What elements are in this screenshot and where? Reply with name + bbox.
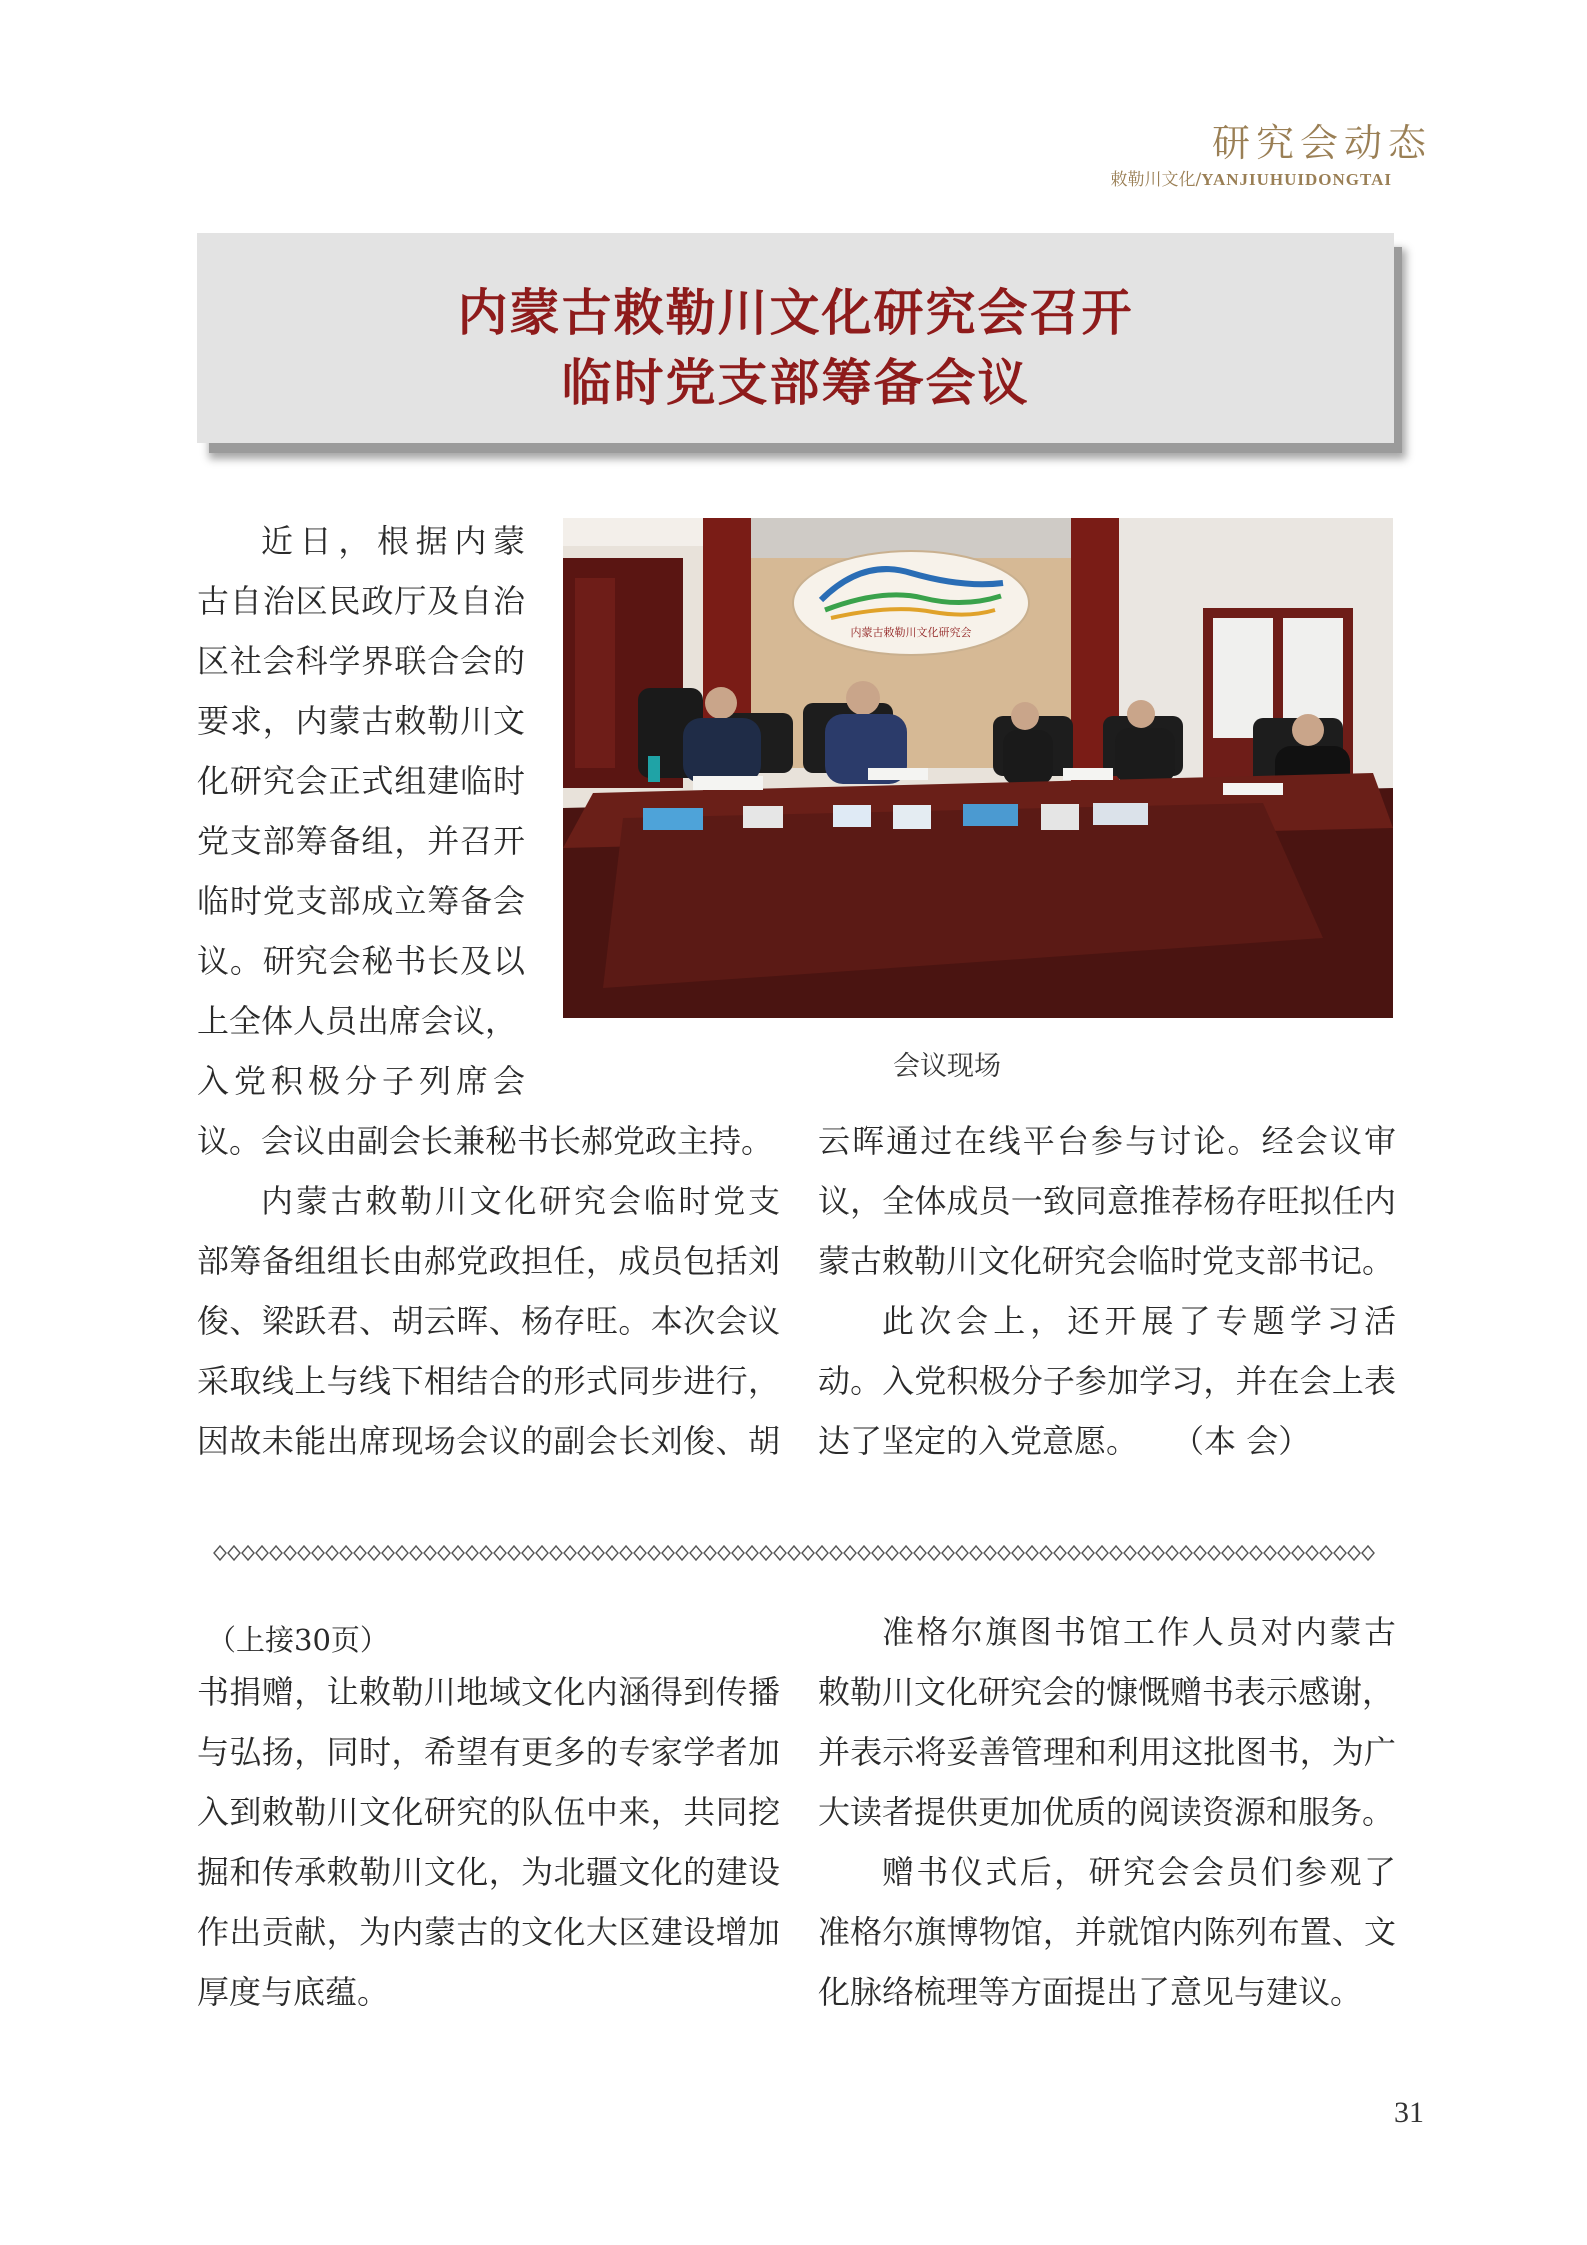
section-subtitle xyxy=(1111,165,1392,190)
author-signature: （本 会） xyxy=(1188,1422,1311,1460)
paragraph-line: 与弘扬，同时，希望有更多的专家学者加 xyxy=(197,1733,780,1771)
article-title-line-2: 临时党支部筹备会议 xyxy=(561,354,1030,412)
paragraph-line: 临时党支部成立筹备会 xyxy=(197,882,525,920)
paragraph-line: 要求，内蒙古敕勒川文 xyxy=(197,702,525,740)
paragraph-line: 书捐赠，让敕勒川地域文化内涵得到传播 xyxy=(197,1673,780,1711)
paragraph-line: 蒙古敕勒川文化研究会临时党支部书记。 xyxy=(818,1242,1395,1280)
paragraph-line: 议。研究会秘书长及以 xyxy=(197,942,525,980)
article-title-line-1: 内蒙古敕勒川文化研究会召开 xyxy=(457,284,1134,342)
paragraph-line: 化脉络梳理等方面提出了意见与建议。 xyxy=(818,1973,1363,2011)
paragraph-line: 古自治区民政厅及自治 xyxy=(197,582,525,620)
subtitle-cn: 敕勒川文化 xyxy=(1110,170,1196,190)
subtitle-separator: / xyxy=(1195,170,1202,190)
paragraph-line: 入党积极分子列席会 xyxy=(197,1062,525,1100)
article-title-box xyxy=(197,233,1394,443)
paragraph-line: 赠书仪式后，研究会会员们参观了 xyxy=(882,1853,1396,1891)
paragraph-line: 部筹备组组长由郝党政担任，成员包括刘 xyxy=(197,1242,780,1280)
paragraph-line: 厚度与底蕴。 xyxy=(197,1973,390,2011)
paragraph-line: 并表示将妥善管理和利用这批图书，为广 xyxy=(818,1733,1396,1771)
paragraph-line: 议。会议由副会长兼秘书长郝党政主持。 xyxy=(197,1122,774,1160)
paragraph-line: 作出贡献，为内蒙古的文化大区建设增加 xyxy=(197,1913,780,1951)
continued-from-label: （上接30页） xyxy=(207,1623,389,1657)
paragraph-line: 准格尔旗图书馆工作人员对内蒙古 xyxy=(882,1613,1396,1651)
paragraph-line xyxy=(818,1411,1310,1471)
paragraph-line: 议，全体成员一致同意推荐杨存旺拟任内 xyxy=(818,1182,1396,1220)
paragraph-line: 敕勒川文化研究会的慷慨赠书表示感谢， xyxy=(818,1673,1395,1711)
paragraph-line: 内蒙古敕勒川文化研究会临时党支 xyxy=(261,1182,780,1220)
paragraph-line: 动。入党积极分子参加学习，并在会上表 xyxy=(818,1362,1396,1400)
paragraph-line: 云晖通过在线平台参与讨论。经会议审 xyxy=(818,1122,1396,1160)
paragraph-line: 上全体人员出席会议， xyxy=(197,1002,518,1040)
paragraph-line: 党支部筹备组，并召开 xyxy=(197,822,525,860)
paragraph-line: 准格尔旗博物馆，并就馆内陈列布置、文 xyxy=(818,1913,1396,1951)
subtitle-en: YANJIUHUIDONGTAI xyxy=(1201,170,1392,189)
paragraph-line: 入到敕勒川文化研究的队伍中来，共同挖 xyxy=(197,1793,780,1831)
paragraph-line: 俊、梁跃君、胡云晖、杨存旺。本次会议 xyxy=(197,1302,780,1340)
paragraph-line: 化研究会正式组建临时 xyxy=(197,762,525,800)
paragraph-line: 采取线上与线下相结合的形式同步进行， xyxy=(197,1362,780,1400)
paragraph-line: 大读者提供更加优质的阅读资源和服务。 xyxy=(818,1793,1395,1831)
paragraph-line: 因故未能出席现场会议的副会长刘俊、胡 xyxy=(197,1422,780,1460)
photo-caption: 会议现场 xyxy=(893,1051,1001,1082)
paragraph-line: 掘和传承敕勒川文化，为北疆文化的建设 xyxy=(197,1853,780,1891)
paragraph-text: 达了坚定的入党意愿。 xyxy=(818,1422,1139,1460)
page-number: 31 xyxy=(1394,2096,1424,2129)
paragraph-line: 近日，根据内蒙 xyxy=(261,522,525,560)
meeting-photo-illustration xyxy=(563,518,1393,1018)
paragraph-line: 区社会科学界联合会的 xyxy=(197,642,525,680)
diamond-divider xyxy=(213,1542,1375,1564)
meeting-photo xyxy=(563,518,1393,1018)
paragraph-line: 此次会上，还开展了专题学习活 xyxy=(882,1302,1396,1340)
banner-text: 内蒙古敕勒川文化研究会 xyxy=(850,626,972,639)
section-title: 研究会动态 xyxy=(1211,121,1432,165)
